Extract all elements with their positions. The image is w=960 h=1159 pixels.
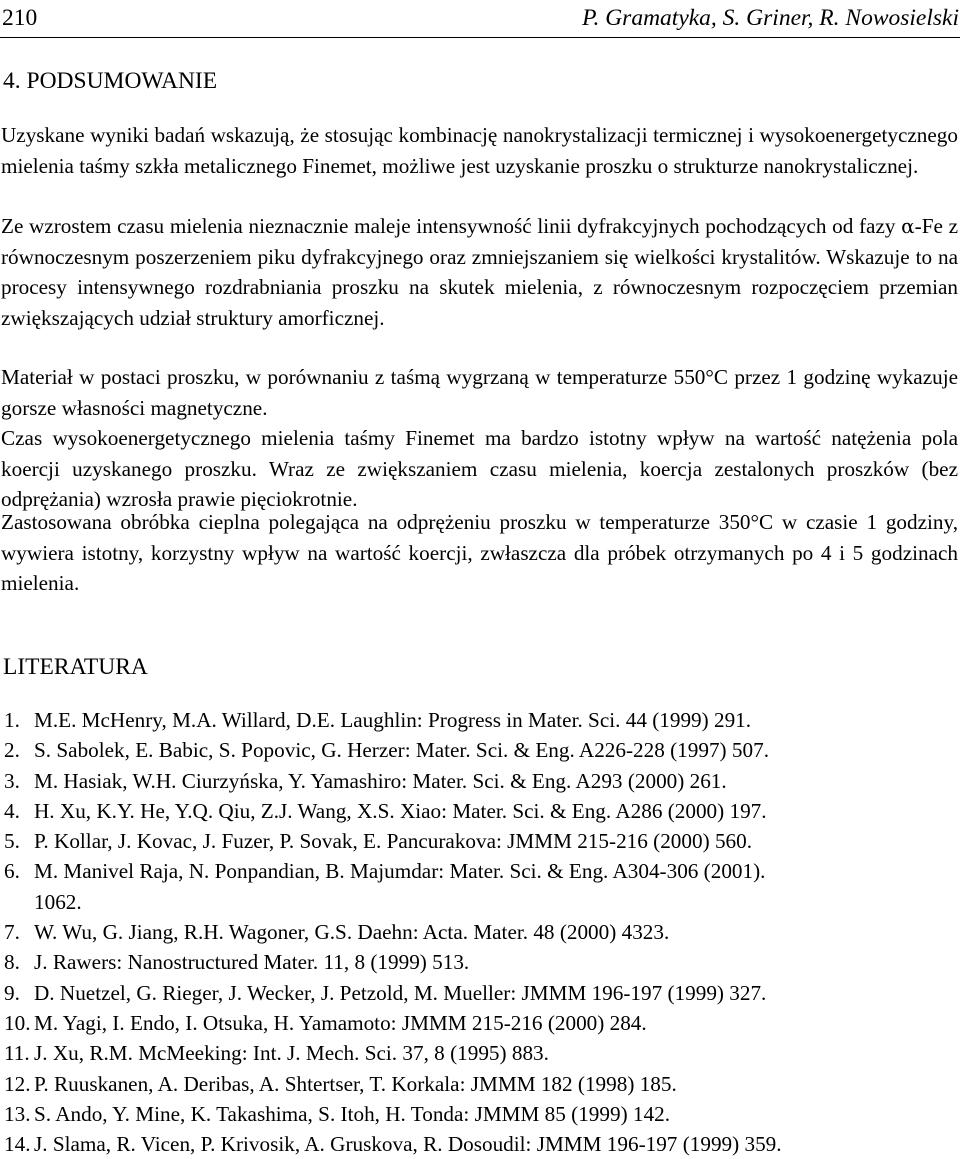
reference-item xyxy=(0,1008,960,1038)
reference-text: P. Ruuskanen, A. Deribas, A. Shtertser, T. Korkala: JMMM 182 (1998) 185. xyxy=(34,1071,677,1096)
reference-text: J. Slama, R. Vicen, P. Krivosik, A. Gruskova, R. Dosoudil: JMMM 196-197 (1999) 359. xyxy=(34,1132,782,1157)
running-header-authors: P. Gramatyka, S. Griner, R. Nowosielski xyxy=(582,5,959,31)
reference-number: 13. xyxy=(4,1101,31,1126)
reference-number: 3. xyxy=(4,768,20,793)
header-rule xyxy=(0,37,960,38)
paragraph-text: Ze wzrostem czasu mielenia nieznacznie maleje intensywność linii dyfrakcyjnych pochodzących od fazy xyxy=(1,214,902,238)
reference-number: 5. xyxy=(4,829,20,854)
reference-item xyxy=(0,1129,960,1159)
reference-item xyxy=(0,1099,960,1129)
paragraph: Materiał w postaci proszku, w porównaniu z taśmą wygrzaną w temperaturze 550°C przez 1 godzinę wykazuje gorsze własności magnetyczne. xyxy=(1,365,958,420)
references-heading: LITERATURA xyxy=(3,654,148,680)
reference-item xyxy=(0,947,960,977)
reference-text: M. Yagi, I. Endo, I. Otsuka, H. Yamamoto: JMMM 215-216 (2000) 284. xyxy=(34,1010,647,1035)
reference-text: S. Sabolek, E. Babic, S. Popovic, G. Herzer: Mater. Sci. & Eng. A226-228 (1997) 507. xyxy=(34,738,769,763)
reference-list xyxy=(0,705,960,1159)
reference-text: D. Nuetzel, G. Rieger, J. Wecker, J. Petzold, M. Mueller: JMMM 196-197 (1999) 327. xyxy=(34,980,767,1005)
reference-number: 14. xyxy=(4,1132,31,1157)
reference-text xyxy=(34,856,765,917)
paragraph: Zastosowana obróbka cieplna polegająca na odprężeniu proszku w temperaturze 350°C w czasie 1 godziny, wywiera istotny, korzystny wpływ na wartość koercji, zwłaszcza dla próbek otrzymanych po 4 i 5 godzinach mielenia. xyxy=(1,510,958,595)
reference-text: P. Kollar, J. Kovac, J. Fuzer, P. Sovak, E. Pancurakova: JMMM 215-216 (2000) 560. xyxy=(34,829,753,854)
paragraph: Uzyskane wyniki badań wskazują, że stosując kombinację nanokrystalizacji termicznej i wysokoenergetycznego mielenia taśmy szkła metalicznego Finemet, możliwe jest uzyskanie proszku o strukturze nanokrystalicznej. xyxy=(1,123,958,178)
reference-text: H. Xu, K.Y. He, Y.Q. Qiu, Z.J. Wang, X.S. Xiao: Mater. Sci. & Eng. A286 (2000) 197. xyxy=(34,798,767,823)
reference-text-line: 1062. xyxy=(34,889,82,914)
reference-number: 2. xyxy=(4,738,20,763)
reference-item xyxy=(0,917,960,947)
reference-number: 10. xyxy=(4,1010,31,1035)
reference-number: 1. xyxy=(4,708,20,732)
reference-number: 6. xyxy=(4,859,20,884)
reference-text: W. Wu, G. Jiang, R.H. Wagoner, G.S. Daehn: Acta. Mater. 48 (2000) 4323. xyxy=(34,920,670,945)
running-header xyxy=(0,0,960,40)
reference-text: M.E. McHenry, M.A. Willard, D.E. Laughlin: Progress in Mater. Sci. 44 (1999) 291. xyxy=(34,708,752,732)
reference-item xyxy=(0,735,960,765)
reference-item xyxy=(0,705,960,735)
reference-text: J. Xu, R.M. McMeeking: Int. J. Mech. Sci. 37, 8 (1995) 883. xyxy=(34,1041,549,1066)
reference-text: J. Rawers: Nanostructured Mater. 11, 8 (1999) 513. xyxy=(34,950,470,975)
reference-text: S. Ando, Y. Mine, K. Takashima, S. Itoh, H. Tonda: JMMM 85 (1999) 142. xyxy=(34,1101,671,1126)
reference-number: 12. xyxy=(4,1071,31,1096)
paragraph-text: -Fe z równoczesnym poszerzeniem piku dyfrakcyjnego oraz zmniejszaniem się wielkości krystalitów. Wskazuje to na procesy intensywnego rozdrabniania proszku na skutek mielenia, z równoczesnym rozpoczęciem przemian zwiększających udział struktury amorficznej. xyxy=(1,214,958,330)
reference-number: 4. xyxy=(4,798,20,823)
reference-item xyxy=(0,1038,960,1068)
reference-number: 8. xyxy=(4,950,20,975)
paragraph xyxy=(1,211,958,333)
reference-number: 7. xyxy=(4,920,20,945)
reference-text-line: M. Manivel Raja, N. Ponpandian, B. Majumdar: Mater. Sci. & Eng. A304-306 (2001). xyxy=(34,859,766,884)
reference-item xyxy=(0,1069,960,1099)
alpha-symbol: α xyxy=(901,214,915,238)
reference-item xyxy=(0,766,960,796)
reference-item xyxy=(0,978,960,1008)
reference-item xyxy=(0,796,960,826)
reference-item xyxy=(0,826,960,856)
paragraph: Czas wysokoenergetycznego mielenia taśmy Finemet ma bardzo istotny wpływ na wartość natężenia pola koercji uzyskanego proszku. Wraz ze zwiększaniem czasu mielenia, koercja zestalonych proszków (bez odprężania) wzrosła prawie pięciokrotnie. xyxy=(1,426,958,511)
reference-item xyxy=(0,856,960,917)
reference-number: 9. xyxy=(4,980,20,1005)
page-number: 210 xyxy=(2,5,38,31)
reference-text: M. Hasiak, W.H. Ciurzyńska, Y. Yamashiro: Mater. Sci. & Eng. A293 (2000) 261. xyxy=(34,768,727,793)
reference-number: 11. xyxy=(4,1041,30,1066)
section-heading: 4. PODSUMOWANIE xyxy=(3,68,218,94)
